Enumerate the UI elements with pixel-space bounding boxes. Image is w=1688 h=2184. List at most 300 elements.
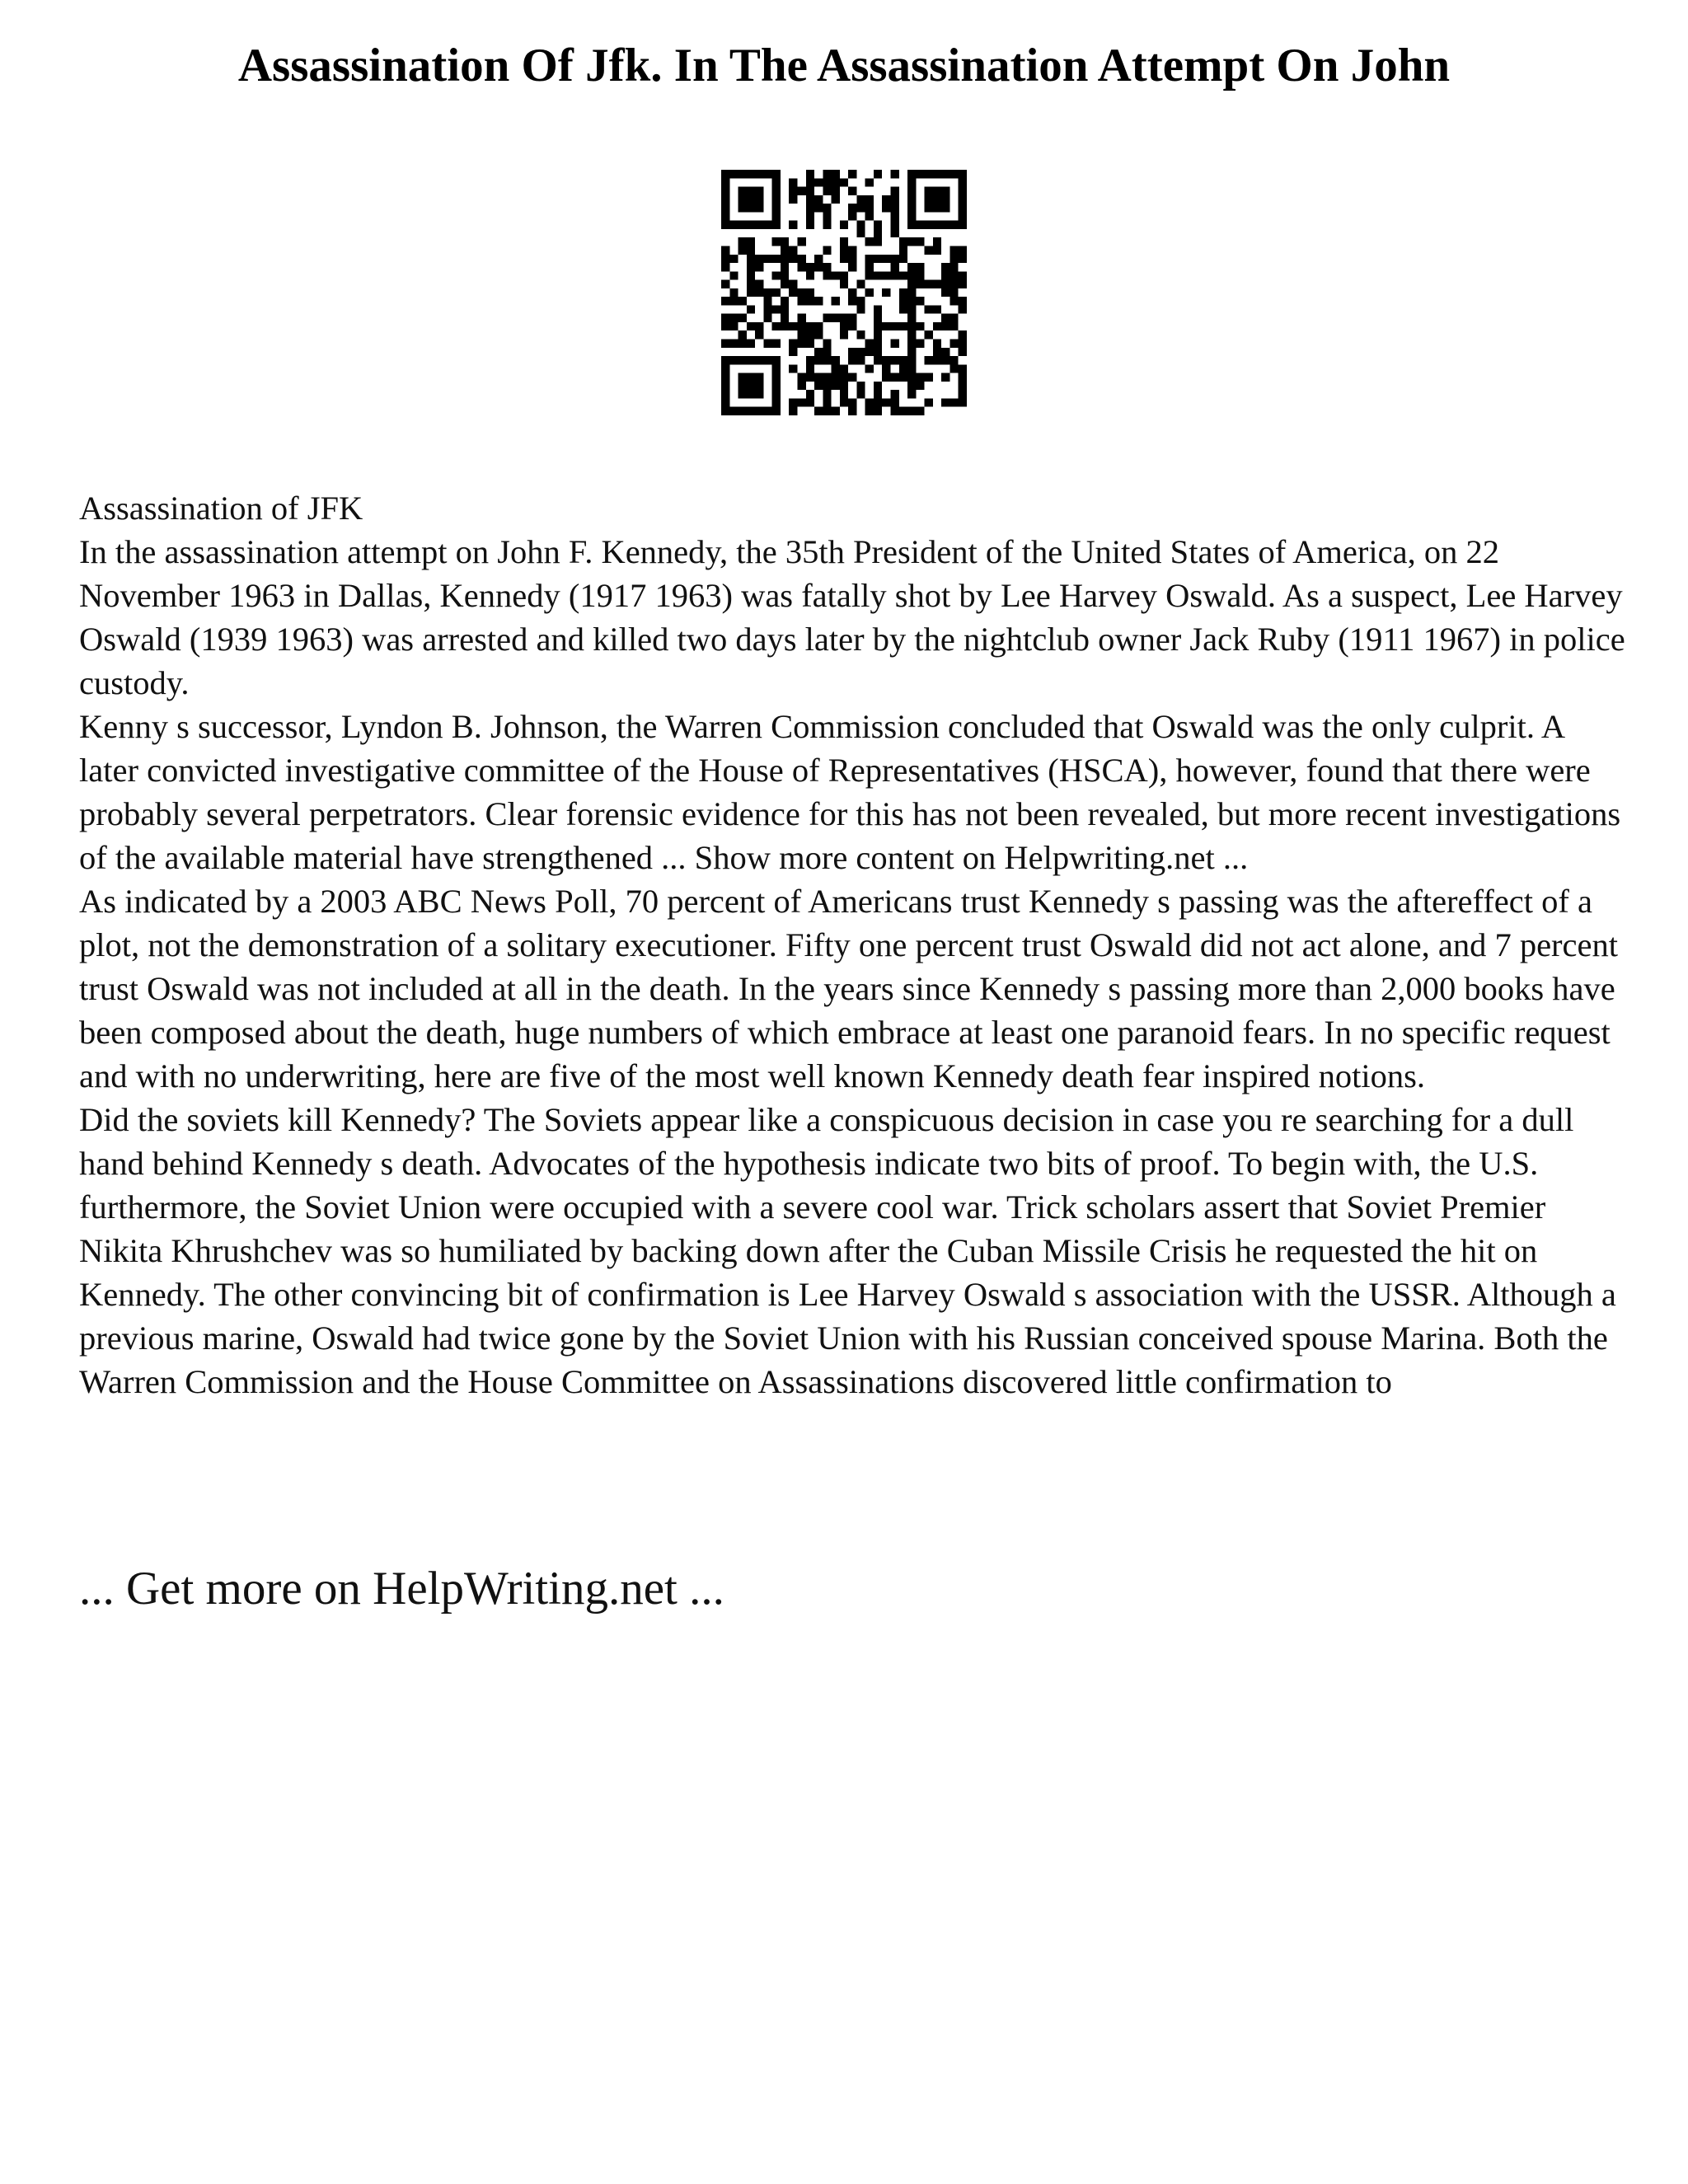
qr-module <box>806 398 814 406</box>
qr-module <box>814 204 823 212</box>
qr-module <box>738 330 747 339</box>
qr-module <box>959 297 967 305</box>
qr-module <box>721 373 729 382</box>
qr-module <box>856 305 865 313</box>
qr-module <box>721 340 729 348</box>
qr-module <box>916 297 924 305</box>
qr-module <box>907 187 916 195</box>
qr-module <box>840 255 848 263</box>
qr-module <box>950 364 958 373</box>
qr-module <box>941 356 950 364</box>
qr-module <box>806 170 814 178</box>
qr-module <box>865 263 874 271</box>
qr-module <box>907 271 916 279</box>
qr-module <box>840 314 848 322</box>
qr-module <box>848 170 856 178</box>
qr-module <box>729 356 738 364</box>
qr-module <box>772 305 781 313</box>
qr-module <box>959 382 967 390</box>
qr-module <box>950 297 958 305</box>
qr-module <box>823 263 831 271</box>
qr-module <box>874 330 882 339</box>
qr-module <box>729 407 738 415</box>
qr-module <box>797 187 805 195</box>
qr-module <box>891 195 899 204</box>
qr-module <box>891 356 899 364</box>
qr-module <box>789 255 797 263</box>
qr-module <box>806 187 814 195</box>
qr-module <box>772 271 781 279</box>
qr-module <box>874 407 882 415</box>
qr-module <box>747 237 755 246</box>
paragraph-intro: In the assassination attempt on John F. Kennedy, the 35th President of the United States of America, on 22 November 1963 in Dallas, Kennedy (1917 1963) was fatally shot by Lee Harvey Oswald. As a suspect, Lee Harvey Oswald (1939 1963) was arrested and killed two days later by the nightclub owner Jack Ruby (1911 1967) in police custody. <box>79 533 1625 701</box>
qr-module <box>814 382 823 390</box>
qr-module <box>916 170 924 178</box>
qr-module <box>840 382 848 390</box>
qr-module <box>721 212 729 220</box>
qr-module <box>806 178 814 186</box>
qr-module <box>781 305 789 313</box>
qr-module <box>738 170 747 178</box>
qr-code-icon[interactable] <box>721 170 967 415</box>
qr-module <box>899 305 907 313</box>
qr-module <box>916 322 924 330</box>
qr-module <box>840 373 848 382</box>
qr-module <box>874 356 882 364</box>
qr-module <box>729 288 738 297</box>
qr-module <box>925 221 933 229</box>
qr-module <box>781 280 789 288</box>
qr-module <box>721 221 729 229</box>
qr-module <box>865 348 874 356</box>
qr-module <box>814 255 823 263</box>
qr-module <box>959 204 967 212</box>
qr-module <box>907 322 916 330</box>
qr-module <box>865 398 874 406</box>
qr-module <box>806 288 814 297</box>
qr-module <box>865 237 874 246</box>
qr-module <box>882 364 890 373</box>
qr-module <box>823 314 831 322</box>
qr-module <box>925 195 933 204</box>
qr-module <box>959 195 967 204</box>
qr-module <box>823 398 831 406</box>
qr-module <box>763 340 771 348</box>
qr-module <box>856 390 865 398</box>
qr-module <box>814 356 823 364</box>
qr-module <box>925 305 933 313</box>
qr-module <box>959 221 967 229</box>
qr-module <box>925 373 933 382</box>
qr-module <box>950 322 958 330</box>
qr-module <box>832 187 840 195</box>
qr-module <box>797 322 805 330</box>
qr-module <box>874 221 882 229</box>
qr-module <box>848 373 856 382</box>
qr-module <box>891 398 899 406</box>
qr-module <box>907 288 916 297</box>
qr-module <box>755 263 763 271</box>
qr-module <box>738 237 747 246</box>
qr-module <box>865 288 874 297</box>
qr-module <box>789 398 797 406</box>
qr-module <box>755 356 763 364</box>
qr-module <box>933 322 941 330</box>
qr-module <box>772 356 781 364</box>
qr-module <box>959 280 967 288</box>
qr-module <box>950 271 958 279</box>
qr-module <box>832 170 840 178</box>
qr-module <box>806 330 814 339</box>
qr-module <box>738 356 747 364</box>
qr-module <box>797 263 805 271</box>
qr-module <box>933 221 941 229</box>
qr-module <box>797 297 805 305</box>
qr-module <box>747 263 755 271</box>
qr-module <box>806 340 814 348</box>
qr-module <box>856 280 865 288</box>
qr-module <box>899 255 907 263</box>
qr-module <box>772 195 781 204</box>
qr-module <box>941 288 950 297</box>
qr-module <box>848 297 856 305</box>
qr-module <box>891 271 899 279</box>
qr-module <box>874 305 882 313</box>
qr-module <box>747 271 755 279</box>
qr-module <box>891 322 899 330</box>
qr-module <box>874 340 882 348</box>
qr-module <box>899 288 907 297</box>
article-body <box>79 486 1629 1404</box>
qr-module <box>755 170 763 178</box>
qr-module <box>789 348 797 356</box>
qr-module <box>763 407 771 415</box>
qr-module <box>891 407 899 415</box>
qr-module <box>899 356 907 364</box>
qr-module <box>950 288 958 297</box>
qr-module <box>925 204 933 212</box>
qr-module <box>848 407 856 415</box>
qr-module <box>907 221 916 229</box>
qr-module <box>823 212 831 220</box>
qr-module <box>763 297 771 305</box>
qr-module <box>823 170 831 178</box>
qr-module <box>848 246 856 254</box>
qr-module <box>925 170 933 178</box>
qr-module <box>907 348 916 356</box>
qr-module <box>933 187 941 195</box>
qr-module <box>721 280 729 288</box>
qr-module <box>789 246 797 254</box>
qr-module <box>950 246 958 254</box>
qr-module <box>721 246 729 254</box>
qr-module <box>721 390 729 398</box>
qr-module <box>959 330 967 339</box>
qr-module <box>874 398 882 406</box>
qr-module <box>747 187 755 195</box>
qr-module <box>763 288 771 297</box>
qr-module <box>891 221 899 229</box>
qr-module <box>721 356 729 364</box>
qr-module <box>797 330 805 339</box>
qr-module <box>865 255 874 263</box>
qr-module <box>840 398 848 406</box>
qr-module <box>941 373 950 382</box>
qr-module <box>907 212 916 220</box>
qr-module <box>856 195 865 204</box>
qr-module <box>747 280 755 288</box>
qr-module <box>959 373 967 382</box>
qr-module <box>772 221 781 229</box>
qr-module <box>814 373 823 382</box>
qr-module <box>747 195 755 204</box>
qr-module <box>959 364 967 373</box>
qr-module <box>848 212 856 220</box>
qr-module <box>941 195 950 204</box>
qr-module <box>865 204 874 212</box>
qr-module <box>755 221 763 229</box>
qr-module <box>874 322 882 330</box>
qr-module <box>848 398 856 406</box>
qr-module <box>891 212 899 220</box>
qr-module <box>789 322 797 330</box>
qr-module <box>747 170 755 178</box>
qr-module <box>882 255 890 263</box>
qr-module <box>882 322 890 330</box>
qr-module <box>797 237 805 246</box>
qr-module <box>755 382 763 390</box>
qr-module <box>755 280 763 288</box>
qr-module <box>721 322 729 330</box>
qr-module <box>959 348 967 356</box>
qr-module <box>959 305 967 313</box>
qr-module <box>729 255 738 263</box>
qr-module <box>941 348 950 356</box>
qr-module <box>907 237 916 246</box>
qr-module <box>933 305 941 313</box>
qr-module <box>738 390 747 398</box>
qr-module <box>806 356 814 364</box>
qr-module <box>899 322 907 330</box>
qr-module <box>916 340 924 348</box>
qr-module <box>806 195 814 204</box>
qr-module <box>907 340 916 348</box>
qr-module <box>891 187 899 195</box>
qr-module <box>950 221 958 229</box>
qr-module <box>856 204 865 212</box>
qr-module <box>806 221 814 229</box>
qr-module <box>907 356 916 364</box>
qr-module <box>747 407 755 415</box>
qr-module <box>925 330 933 339</box>
qr-module <box>840 271 848 279</box>
qr-module <box>933 348 941 356</box>
qr-module <box>899 271 907 279</box>
qr-module <box>814 407 823 415</box>
qr-module <box>874 314 882 322</box>
qr-module <box>925 280 933 288</box>
qr-module <box>950 263 958 271</box>
qr-module <box>907 407 916 415</box>
qr-module <box>840 390 848 398</box>
qr-module <box>729 170 738 178</box>
qr-module <box>840 237 848 246</box>
qr-module <box>806 212 814 220</box>
qr-module <box>865 271 874 279</box>
qr-module <box>814 330 823 339</box>
qr-module <box>899 297 907 305</box>
qr-module <box>755 187 763 195</box>
qr-module <box>848 288 856 297</box>
qr-module <box>899 237 907 246</box>
qr-module <box>747 246 755 254</box>
qr-module <box>789 221 797 229</box>
qr-module <box>933 195 941 204</box>
qr-module <box>840 364 848 373</box>
qr-module <box>907 330 916 339</box>
qr-module <box>814 178 823 186</box>
qr-module <box>806 373 814 382</box>
qr-module <box>763 314 771 322</box>
qr-module <box>747 356 755 364</box>
qr-module <box>941 280 950 288</box>
qr-module <box>874 390 882 398</box>
qr-module <box>882 373 890 382</box>
qr-module <box>848 255 856 263</box>
qr-module <box>755 373 763 382</box>
qr-module <box>806 364 814 373</box>
qr-module <box>874 170 882 178</box>
qr-module <box>738 373 747 382</box>
qr-module <box>832 364 840 373</box>
qr-module <box>899 364 907 373</box>
qr-module <box>891 170 899 178</box>
qr-module <box>738 187 747 195</box>
qr-module <box>832 195 840 204</box>
qr-module <box>950 356 958 364</box>
qr-module <box>950 398 958 406</box>
qr-module <box>925 187 933 195</box>
qr-module <box>729 221 738 229</box>
qr-module <box>772 398 781 406</box>
paragraph-warren-commission: Kenny s successor, Lyndon B. Johnson, the Warren Commission concluded that Oswald was the only culprit. A later convicted investigative committee of the House of Representatives (HSCA), however, found that there were probably several perpetrators. Clear forensic evidence for this has not been revealed, but more recent investigations of the available material have strengthened ... Show more content on Helpwriting.net ... <box>79 708 1621 876</box>
qr-module <box>856 356 865 364</box>
qr-module <box>832 382 840 390</box>
article-heading-line: Assassination of JFK <box>79 490 363 527</box>
qr-module <box>823 373 831 382</box>
qr-module <box>772 170 781 178</box>
qr-module <box>763 356 771 364</box>
qr-module <box>941 322 950 330</box>
qr-module <box>806 204 814 212</box>
qr-module <box>907 297 916 305</box>
qr-module <box>747 373 755 382</box>
qr-module <box>747 221 755 229</box>
qr-module <box>916 382 924 390</box>
qr-module <box>781 271 789 279</box>
qr-module <box>823 340 831 348</box>
qr-module <box>789 288 797 297</box>
qr-module <box>814 322 823 330</box>
qr-module <box>747 322 755 330</box>
qr-module <box>832 314 840 322</box>
qr-module <box>806 297 814 305</box>
qr-module <box>832 178 840 186</box>
qr-module <box>882 356 890 364</box>
qr-module <box>781 314 789 322</box>
qr-module <box>823 221 831 229</box>
qr-module <box>882 398 890 406</box>
qr-module <box>907 170 916 178</box>
qr-module <box>933 246 941 254</box>
qr-module <box>891 340 899 348</box>
qr-module <box>755 255 763 263</box>
qr-module <box>763 305 771 313</box>
qr-module <box>907 314 916 322</box>
qr-module <box>848 322 856 330</box>
qr-module <box>823 271 831 279</box>
qr-module <box>848 263 856 271</box>
qr-module <box>781 263 789 271</box>
qr-module <box>941 398 950 406</box>
qr-module <box>840 322 848 330</box>
qr-module <box>840 221 848 229</box>
qr-module <box>848 348 856 356</box>
qr-module <box>721 204 729 212</box>
qr-module <box>925 398 933 406</box>
qr-module <box>941 170 950 178</box>
qr-module <box>738 221 747 229</box>
qr-module <box>772 255 781 263</box>
qr-module <box>899 246 907 254</box>
qr-module <box>832 373 840 382</box>
qr-module <box>907 280 916 288</box>
qr-module <box>738 195 747 204</box>
qr-module <box>729 340 738 348</box>
qr-module <box>856 229 865 237</box>
qr-module <box>772 204 781 212</box>
qr-module <box>755 322 763 330</box>
qr-module <box>959 340 967 348</box>
qr-module <box>950 280 958 288</box>
qr-module <box>755 407 763 415</box>
qr-module <box>916 271 924 279</box>
qr-module <box>840 330 848 339</box>
qr-module <box>755 288 763 297</box>
qr-module <box>721 407 729 415</box>
qr-module <box>907 373 916 382</box>
qr-module <box>747 390 755 398</box>
qr-module <box>959 170 967 178</box>
qr-module <box>806 390 814 398</box>
qr-module <box>772 187 781 195</box>
qr-module <box>899 407 907 415</box>
qr-module <box>848 204 856 212</box>
qr-module <box>959 255 967 263</box>
qr-module <box>891 255 899 263</box>
qr-module <box>721 195 729 204</box>
qr-module <box>959 390 967 398</box>
qr-module <box>874 271 882 279</box>
qr-module <box>781 255 789 263</box>
qr-module <box>729 297 738 305</box>
get-more-link[interactable]: ... Get more on HelpWriting.net ... <box>79 1563 724 1615</box>
qr-module <box>755 204 763 212</box>
qr-module <box>865 212 874 220</box>
qr-module <box>747 255 755 263</box>
qr-module <box>747 204 755 212</box>
qr-module <box>874 229 882 237</box>
